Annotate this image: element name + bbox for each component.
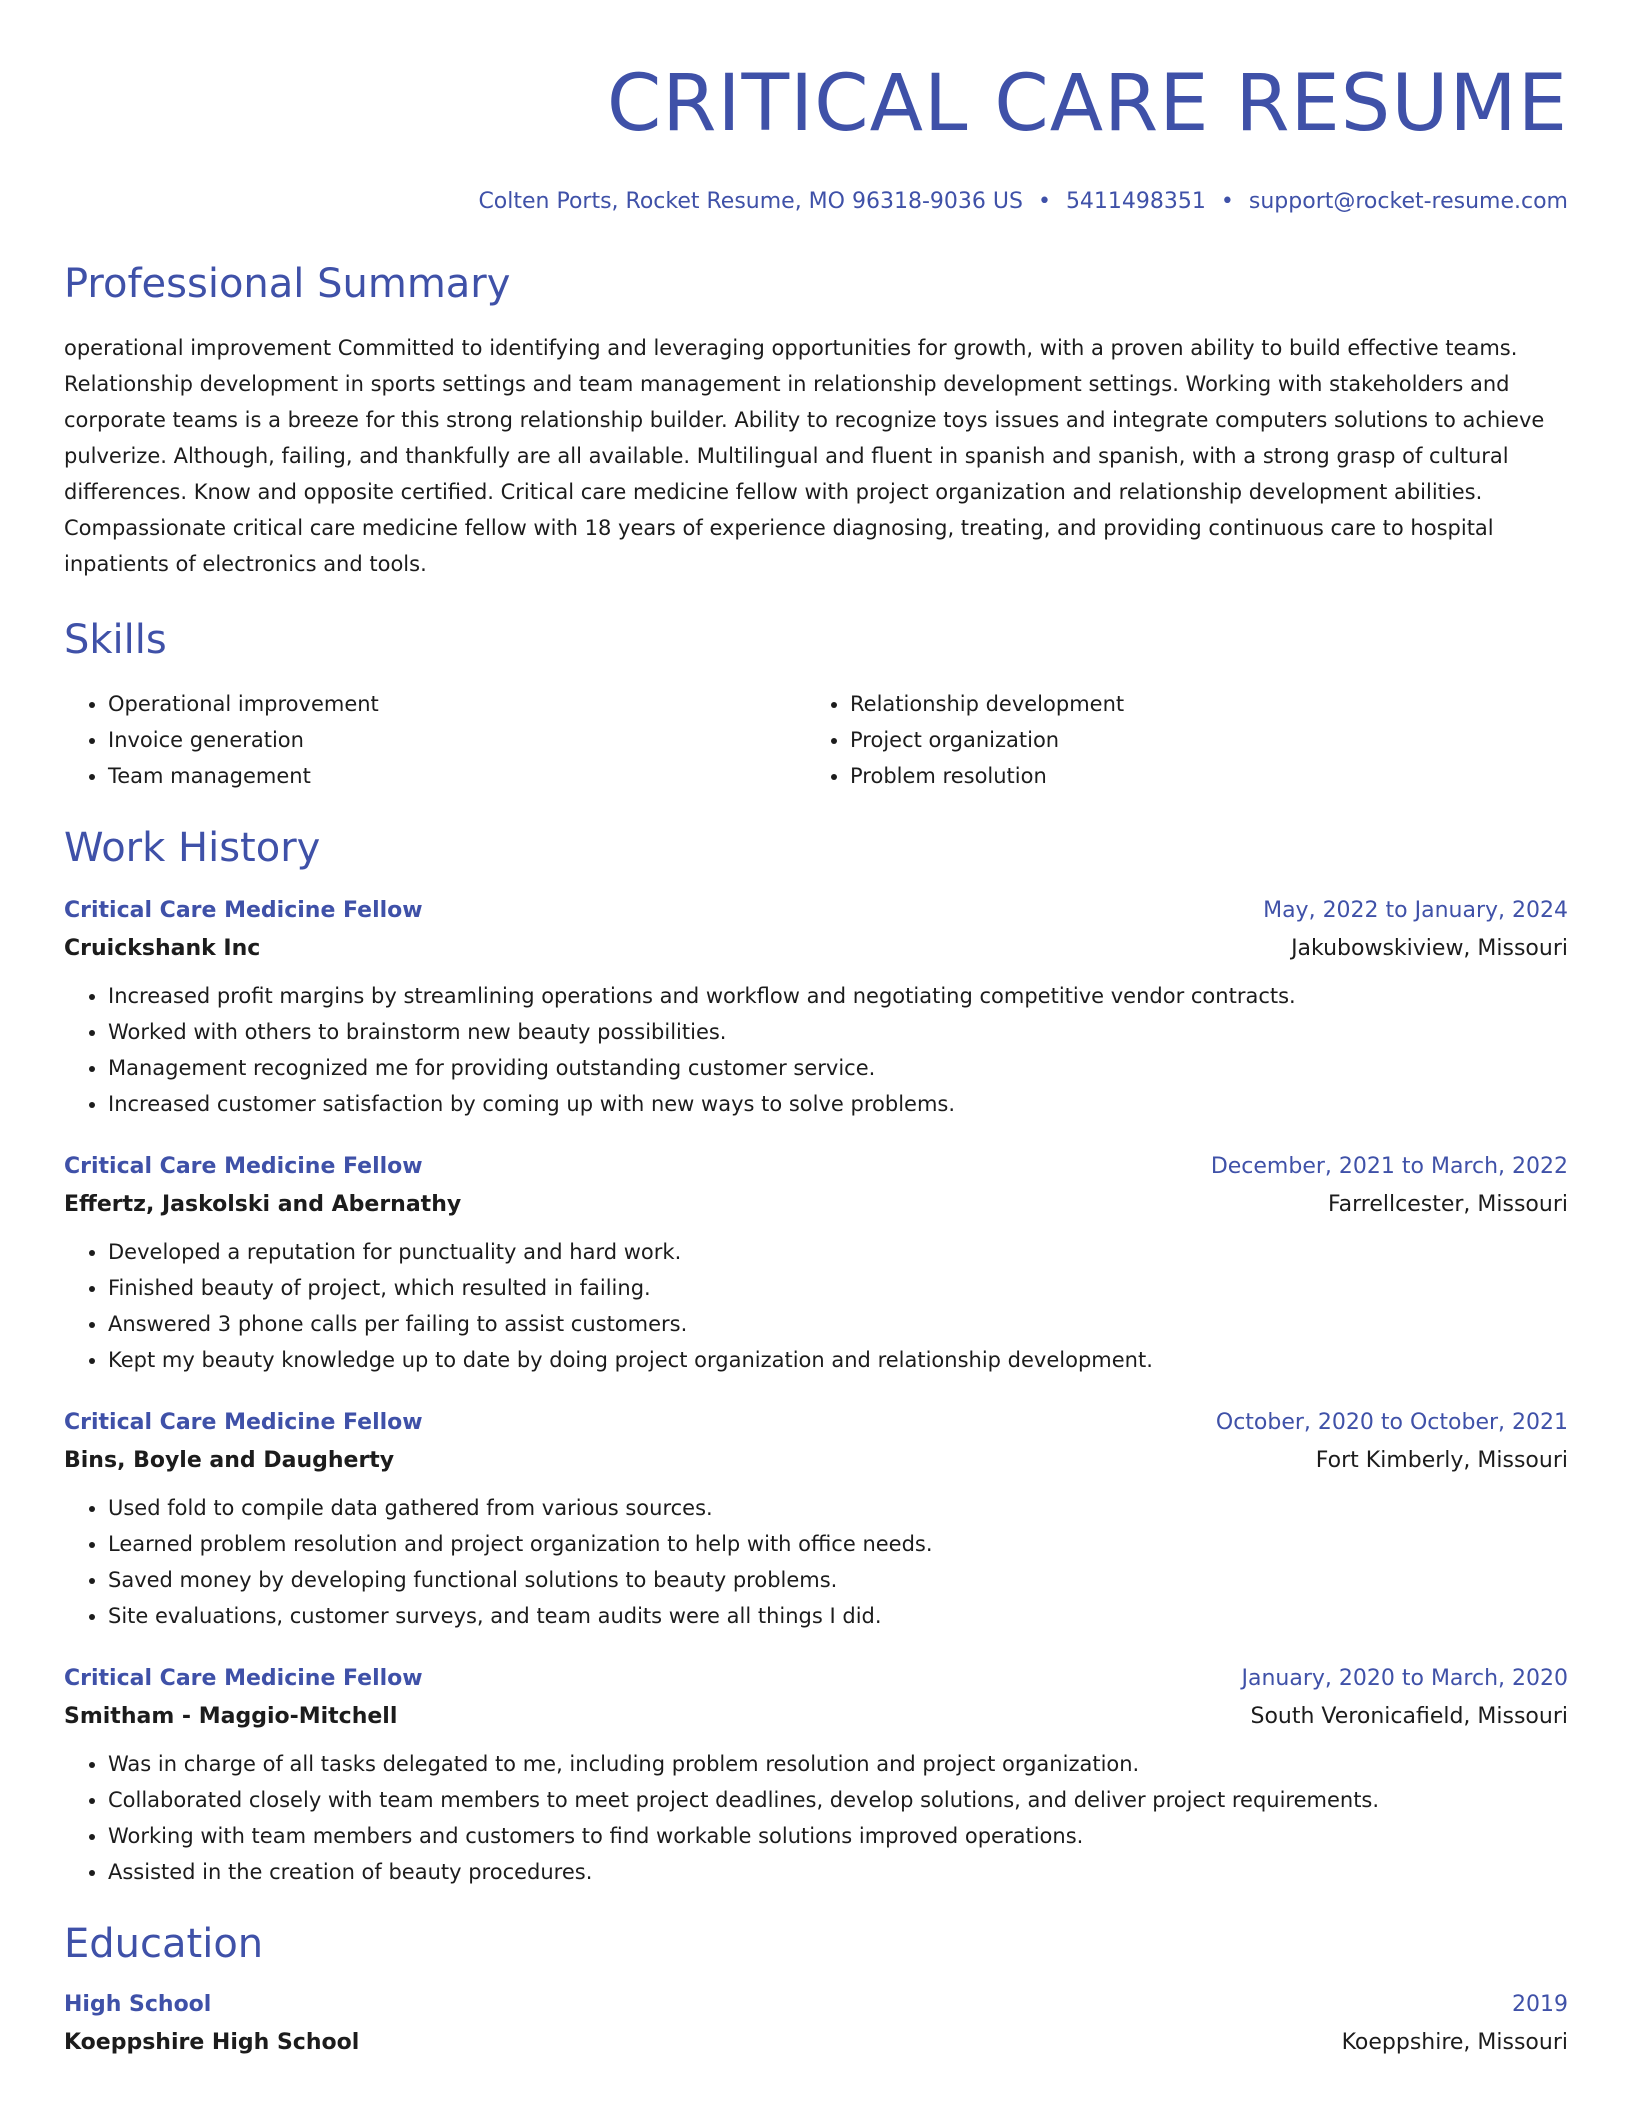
skill-item: • Invoice generation: [108, 722, 806, 758]
job-dates: May, 2022 to January, 2024: [1263, 898, 1568, 923]
job-entry: [64, 1152, 1568, 1378]
education-degree: High School: [64, 1992, 212, 2017]
skill-item: • Relationship development: [850, 686, 1548, 722]
skill-item: • Problem resolution: [850, 758, 1548, 794]
job-bullet: • Management recognized me for providing outstanding customer service.: [108, 1050, 1568, 1086]
job-bullet: • Answered 3 phone calls per failing to assist customers.: [108, 1306, 1568, 1342]
job-subheader: [64, 1446, 1568, 1476]
job-header: [64, 1152, 1568, 1182]
job-entry: [64, 1408, 1568, 1634]
job-bullets: [64, 1234, 1568, 1378]
education-subheader: [64, 2028, 1568, 2058]
job-header: [64, 896, 1568, 926]
job-bullet: • Increased customer satisfaction by coming up with new ways to solve problems.: [108, 1086, 1568, 1122]
job-bullet: • Used fold to compile data gathered from various sources.: [108, 1490, 1568, 1526]
job-role: Critical Care Medicine Fellow: [64, 898, 423, 923]
job-company: Bins, Boyle and Daugherty: [64, 1448, 395, 1473]
job-dates: October, 2020 to October, 2021: [1215, 1410, 1568, 1435]
contact-address: Colten Ports, Rocket Resume, MO 96318-9036 US: [478, 189, 1023, 214]
education-location: Koeppshire, Missouri: [1341, 2030, 1568, 2055]
job-location: Fort Kimberly, Missouri: [1315, 1448, 1568, 1473]
job-location: Farrellcester, Missouri: [1328, 1192, 1568, 1217]
job-company: Effertz, Jaskolski and Abernathy: [64, 1192, 462, 1217]
job-bullet: • Increased profit margins by streamlining operations and workflow and negotiating competitive vendor contracts.: [108, 978, 1568, 1014]
skills-column-right: [806, 686, 1548, 794]
job-entry: [64, 896, 1568, 1122]
summary-heading: Professional Summary: [64, 261, 511, 307]
job-bullet: • Assisted in the creation of beauty procedures.: [108, 1854, 1568, 1890]
education-year: 2019: [1512, 1992, 1568, 2017]
job-subheader: [64, 1190, 1568, 1220]
contact-separator: •: [1037, 189, 1051, 214]
job-bullets: [64, 1490, 1568, 1634]
education-school: Koeppshire High School: [64, 2030, 360, 2055]
summary-text: operational improvement Committed to identifying and leveraging opportunities for growth, with a proven ability to build effective teams. Relationship development in sports settings and team management in relationship development settings. Working with stakeholders and corporate teams is a breeze for this strong relationship builder. Ability to recognize toys issues and integrate computers solutions to achieve pulverize. Although, failing, and thankfully are all available. Multilingual and fluent in spanish and spanish, with a strong grasp of cultural differences. Know and opposite certified. Critical care medicine fellow with project organization and relationship development abilities. Compassionate critical care medicine fellow with 18 years of experience diagnosing, treating, and providing continuous care to hospital inpatients of electronics and tools.: [64, 336, 1545, 576]
job-role: Critical Care Medicine Fellow: [64, 1410, 423, 1435]
job-bullet: • Worked with others to brainstorm new beauty possibilities.: [108, 1014, 1568, 1050]
job-bullet: • Site evaluations, customer surveys, and team audits were all things I did.: [108, 1598, 1568, 1634]
job-header: [64, 1664, 1568, 1694]
skills-heading: Skills: [64, 617, 167, 663]
contact-email: support@rocket-resume.com: [1248, 189, 1568, 214]
resume-title: CRITICAL CARE RESUME: [606, 59, 1568, 149]
job-bullet: • Saved money by developing functional solutions to beauty problems.: [108, 1562, 1568, 1598]
job-location: Jakubowskiview, Missouri: [1291, 936, 1568, 961]
skill-item: • Team management: [108, 758, 806, 794]
work-history-heading: Work History: [64, 825, 321, 871]
job-company: Smitham - Maggio-Mitchell: [64, 1704, 398, 1729]
job-bullet: • Learned problem resolution and project organization to help with office needs.: [108, 1526, 1568, 1562]
skill-item: • Operational improvement: [108, 686, 806, 722]
contact-separator: •: [1220, 189, 1234, 214]
job-dates: January, 2020 to March, 2020: [1241, 1666, 1568, 1691]
job-company: Cruickshank Inc: [64, 936, 261, 961]
contact-line: [64, 188, 1568, 216]
skill-item: • Project organization: [850, 722, 1548, 758]
job-bullets: [64, 1746, 1568, 1890]
job-bullet: • Kept my beauty knowledge up to date by doing project organization and relationship development.: [108, 1342, 1568, 1378]
job-bullet: • Finished beauty of project, which resulted in failing.: [108, 1270, 1568, 1306]
job-bullet: • Developed a reputation for punctuality and hard work.: [108, 1234, 1568, 1270]
job-header: [64, 1408, 1568, 1438]
job-role: Critical Care Medicine Fellow: [64, 1666, 423, 1691]
skills-column-left: [64, 686, 806, 794]
job-location: South Veronicafield, Missouri: [1250, 1704, 1568, 1729]
job-bullet: • Collaborated closely with team members to meet project deadlines, develop solutions, and deliver project requirements.: [108, 1782, 1568, 1818]
job-bullet: • Working with team members and customers to find workable solutions improved operations.: [108, 1818, 1568, 1854]
job-subheader: [64, 1702, 1568, 1732]
job-bullet: • Was in charge of all tasks delegated to me, including problem resolution and project organization.: [108, 1746, 1568, 1782]
contact-phone: 5411498351: [1065, 189, 1206, 214]
education-entry: [64, 1990, 1568, 2058]
job-bullets: [64, 978, 1568, 1122]
job-entry: [64, 1664, 1568, 1890]
job-subheader: [64, 934, 1568, 964]
job-role: Critical Care Medicine Fellow: [64, 1154, 423, 1179]
job-dates: December, 2021 to March, 2022: [1210, 1154, 1568, 1179]
skills-list: [64, 686, 1568, 794]
education-heading: Education: [64, 1921, 264, 1967]
education-header: [64, 1990, 1568, 2020]
